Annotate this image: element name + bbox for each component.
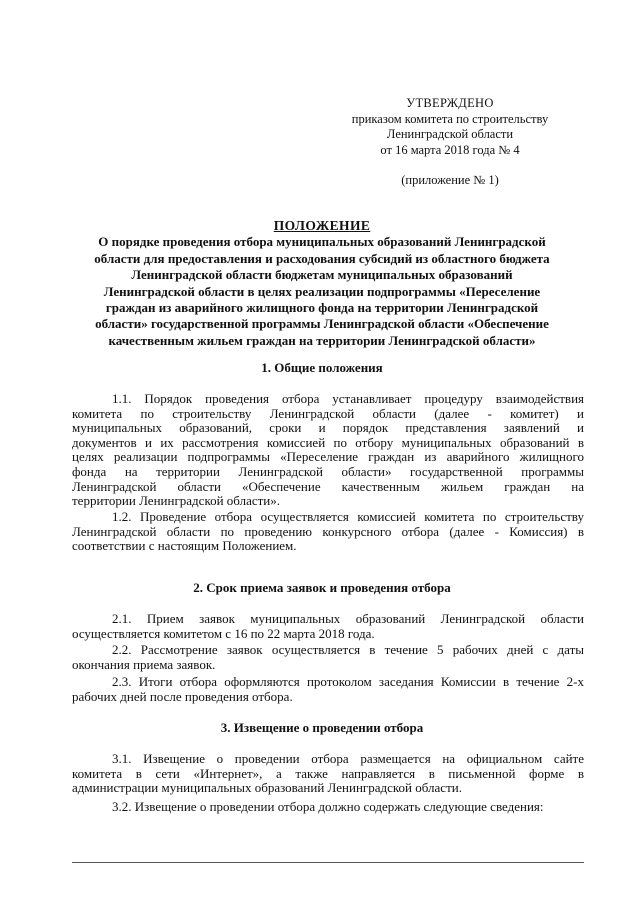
paragraph-2-1 xyxy=(72,612,584,641)
section-heading-1: 1. Общие положения xyxy=(261,360,383,375)
paragraph-2-2 xyxy=(72,643,584,672)
paragraph-line: Ленинградской области «Обеспечение качественным жильем граждан на xyxy=(72,478,584,494)
paragraph-line: 2.1. Прием заявок муниципальных образований Ленинградской области xyxy=(112,611,584,626)
title-line: области для предоставления и расходования субсидий из областного бюджета xyxy=(94,250,550,266)
approval-status: УТВЕРЖДЕНО xyxy=(406,96,494,110)
approval-line-1: приказом комитета по строительству xyxy=(351,111,549,126)
title-line: О порядке проведения отбора муниципальных образований Ленинградской xyxy=(98,234,546,250)
page-bottom-rule xyxy=(72,862,584,863)
title-line: Ленинградской области в целях реализации подпрограммы «Переселение xyxy=(103,283,541,299)
paragraph-line: комитета по строительству Ленинградской области (далее - комитет) и xyxy=(72,405,584,421)
title-line: граждан из аварийного жилищного фонда на территории Ленинградской xyxy=(105,300,539,316)
paragraph-line: фонда на территории Ленинградской области» государственной программы xyxy=(72,463,584,479)
paragraph-line: 3.1. Извещение о проведении отбора размещается на официальном сайте xyxy=(112,751,584,766)
appendix-note: (приложение № 1) xyxy=(401,173,499,187)
section-heading-2: 2. Срок приема заявок и проведения отбора xyxy=(193,580,451,595)
paragraph-line: муниципальных образований, сроки и порядок представления заявлений и xyxy=(72,420,584,436)
paragraph-line: окончания приема заявок. xyxy=(72,656,216,672)
approval-stamp xyxy=(330,96,570,158)
paragraph-line: комитета в сети «Интернет», а также направляется в письменной форме в xyxy=(72,765,584,781)
section-heading-3: 3. Извещение о проведении отбора xyxy=(220,720,424,735)
paragraph-line: 1.2. Проведение отбора осуществляется комиссией комитета по строительству xyxy=(112,509,584,524)
paragraph-line: рабочих дней после проведения отбора. xyxy=(72,688,293,704)
title-line: качественным жильем граждан на территории Ленинградской области» xyxy=(108,332,536,348)
paragraph-line: 3.2. Извещение о проведении отбора должно содержать следующие сведения: xyxy=(112,799,544,814)
paragraph-3-1 xyxy=(72,752,584,796)
paragraph-line: целях реализации подпрограммы «Переселение граждан из аварийного жилищного xyxy=(72,449,584,465)
paragraph-1-1 xyxy=(72,392,584,509)
document-type: ПОЛОЖЕНИЕ xyxy=(273,218,371,233)
title-line: области» государственной программы Ленинградской области «Обеспечение xyxy=(95,316,549,332)
paragraph-line: документов и их рассмотрения комиссией по отбору муниципальных образований в xyxy=(72,434,584,450)
paragraph-3-2 xyxy=(72,800,584,815)
paragraph-line: Ленинградской области по проведению конкурсного отбора (далее - Комиссия) в xyxy=(72,523,584,539)
paragraph-2-3 xyxy=(72,675,584,704)
title-line: Ленинградской области бюджетам муниципальных образований xyxy=(131,267,513,283)
paragraph-line: соответствии с настоящим Положением. xyxy=(72,538,297,554)
paragraph-line: территории Ленинградской области». xyxy=(72,493,281,509)
approval-line-2: Ленинградской области xyxy=(386,127,514,141)
paragraph-line: 2.2. Рассмотрение заявок осуществляется в течение 5 рабочих дней с даты xyxy=(112,642,584,657)
paragraph-line: 1.1. Порядок проведения отбора устанавливает процедуру взаимодействия xyxy=(112,391,584,406)
approval-line-3: от 16 марта 2018 года № 4 xyxy=(380,142,520,157)
paragraph-1-2 xyxy=(72,510,584,554)
paragraph-line: администрации муниципальных образований Ленинградской области. xyxy=(72,780,462,796)
paragraph-line: 2.3. Итоги отбора оформляются протоколом заседания Комиссии в течение 2-х xyxy=(112,674,584,689)
paragraph-line: осуществляется комитетом с 16 по 22 марта 2018 года. xyxy=(72,625,375,641)
document-title xyxy=(72,218,572,349)
